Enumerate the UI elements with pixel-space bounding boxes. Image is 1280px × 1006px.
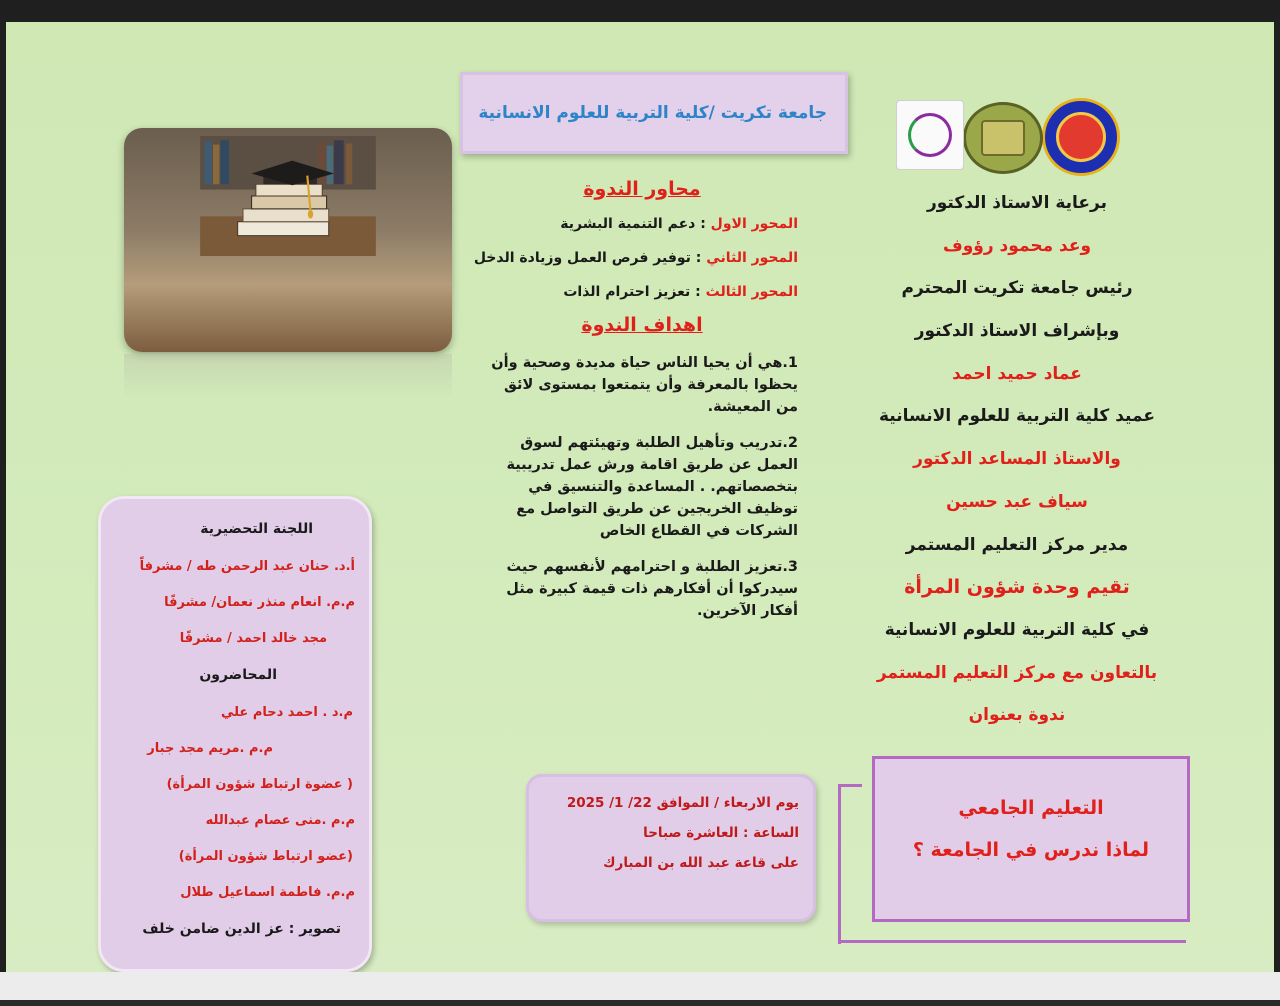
committee-member: أ.د. حنان عبد الرحمن طه / مشرفاً (139, 559, 355, 574)
patronage-line: بالتعاون مع مركز التعليم المستمر (876, 662, 1158, 683)
university-name: جامعة تكريت /كلية التربية للعلوم الانسانية (478, 103, 827, 123)
patronage-line: في كلية التربية للعلوم الانسانية (884, 619, 1150, 640)
committee-member: م.م. انعام منذر نعمان/ مشرفًا (164, 595, 355, 610)
graduation-cap-books-photo (124, 128, 452, 352)
axis-item (473, 250, 798, 266)
seminar-subtitle: لماذا ندرس في الجامعة ؟ (912, 839, 1150, 861)
event-date: يوم الاربعاء / الموافق 22/ 1/ 2025 (566, 795, 799, 811)
seminar-title-box (872, 756, 1190, 922)
event-details (526, 774, 816, 922)
axis-label: المحور الثاني (706, 250, 798, 266)
lecturer: م.د . احمد دحام علي (220, 705, 353, 720)
goal-item: 3.تعزيز الطلبة و احترامهم لأنفسهم حيث سيدركوا أن أفكارهم ذات قيمة كبيرة مثل أفكار الآخرين. (506, 559, 798, 619)
event-place: على قاعة عبد الله بن المبارك (603, 855, 799, 871)
patronage-line: مدير مركز التعليم المستمر (905, 534, 1129, 555)
title-bracket (838, 784, 841, 944)
title-bracket (838, 940, 1186, 943)
screen-bottom-edge (0, 1000, 1280, 1006)
goal-item: 2.تدريب وتأهيل الطلبة وتهيئتهم لسوق العمل عن طريق اقامة ورش عمل تدريبية بتخصصاتهم. . المساعدة والتنسيق في توظيف الخريجين عن طريق التواصل مع الشركات في القطاع الخاص (506, 435, 798, 539)
lecturers-heading: المحاضرون (199, 667, 277, 683)
lecturer: م.م .مريم مجد جبار (147, 741, 273, 756)
patronage-line: رئيس جامعة تكريت المحترم (901, 278, 1133, 299)
committee-heading: اللجنة التحضيرية (200, 521, 313, 537)
axis-label: المحور الاول (710, 216, 798, 232)
university-header (460, 72, 848, 154)
patronage-section (852, 182, 1182, 737)
lecturer: م.م. فاطمة اسماعيل طلال (180, 885, 355, 900)
seminar-content (473, 178, 798, 622)
axes-heading: محاور الندوة (583, 178, 701, 200)
college-logo-icon (963, 102, 1043, 174)
patronage-line: والاستاذ المساعد الدكتور (913, 449, 1121, 470)
patronage-line: عميد كلية التربية للعلوم الانسانية (878, 406, 1156, 427)
patronage-line: ندوة بعنوان (968, 705, 1066, 726)
axis-item (486, 216, 798, 232)
women-affairs-unit-logo-icon (896, 100, 964, 170)
seminar-title: التعليم الجامعي (958, 797, 1104, 819)
patronage-line: عماد حميد احمد (952, 363, 1082, 384)
patronage-line: وبإشراف الاستاذ الدكتور (914, 321, 1120, 342)
patronage-line: تقيم وحدة شؤون المرأة (904, 576, 1130, 599)
books-graphic (124, 136, 452, 256)
axis-label: المحور الثالث (705, 284, 798, 300)
committee-member: مجد خالد احمد / مشرفًا (179, 631, 327, 646)
photography-credit: تصوير : عز الدين ضامن خلف (142, 921, 341, 937)
patronage-line: سياف عبد حسين (946, 491, 1088, 512)
axis-item (486, 284, 798, 300)
lecturer-role: ( عضوة ارتباط شؤون المرأة) (166, 777, 353, 792)
poster (6, 22, 1274, 972)
patronage-line: برعاية الاستاذ الدكتور (926, 193, 1108, 213)
lecturer: م.م .منى عصام عبدالله (205, 813, 355, 828)
committee-box (98, 496, 372, 972)
patronage-line: وعد محمود رؤوف (942, 235, 1092, 256)
axis-text: : دعم التنمية البشرية (560, 216, 711, 232)
event-time: الساعة : العاشرة صباحا (643, 825, 799, 841)
photo-reflection (124, 354, 452, 400)
title-bracket (838, 784, 862, 787)
goal-item: 1.هي أن يحيا الناس حياة مديدة وصحية وأن يحظوا بالمعرفة وأن يتمتعوا بمستوى لائق من المعيشة. (491, 355, 798, 415)
axis-text: : تعزيز احترام الذات (563, 284, 706, 300)
goals-heading: اهداف الندوة (581, 314, 703, 336)
lecturer-role: (عضو ارتباط شؤون المرأة) (178, 849, 353, 864)
axis-text: : توفير فرص العمل وزيادة الدخل (473, 250, 707, 266)
university-logo-icon (1042, 98, 1120, 176)
